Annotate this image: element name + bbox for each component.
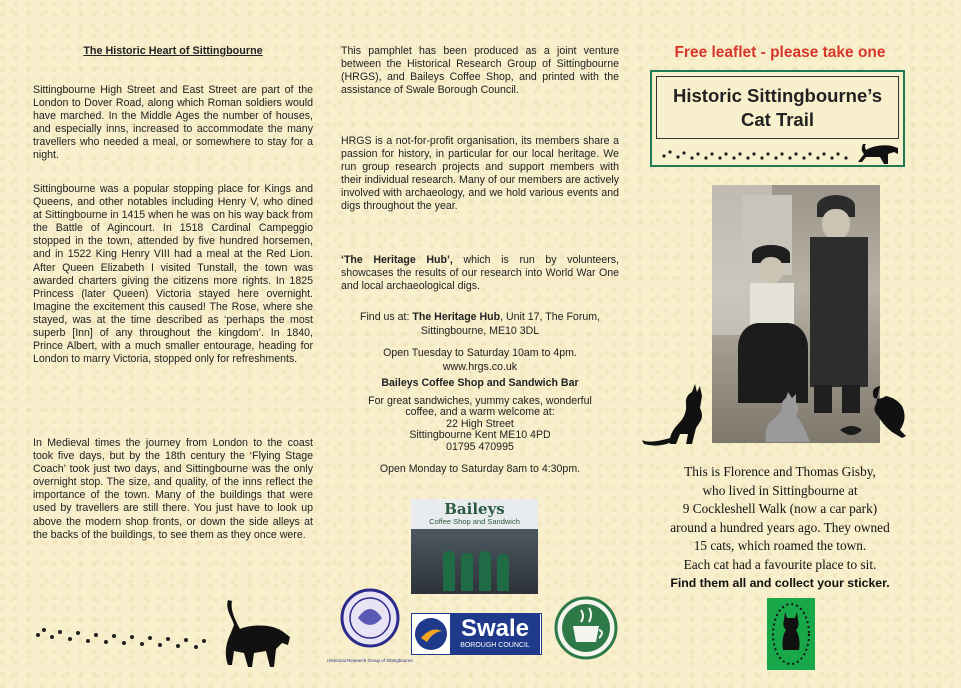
baileys-street: 22 High Street: [446, 417, 514, 430]
caption-call-to-action: Find them all and collect your sticker.: [670, 576, 890, 590]
hrgs-seal-logo: [327, 588, 413, 673]
baileys-phone: 01795 470995: [446, 440, 514, 453]
cats-illustration: [640, 382, 910, 452]
heritage-hub-text: which is run by volunteers, showcases the results of our research into World War One and local archaeological digs.: [341, 254, 619, 293]
hrgs-logo-caption: Historical Research Group of Sittingbourne: [327, 658, 413, 663]
title-line-1: Historic Sittingbourne’s: [673, 85, 882, 106]
caption-line-4: around a hundred years ago. They owned: [670, 519, 890, 535]
shop-sign-text: Baileys: [444, 500, 505, 518]
find-us-label: Find us at:: [359, 311, 413, 323]
baileys-line-2: coffee, and a warm welcome at:: [405, 406, 555, 419]
caption-line-2: who lived in Sittingbourne at: [702, 482, 858, 498]
title-line-2: Cat Trail: [741, 109, 814, 130]
find-us-address: , Unit 17, The Forum,: [500, 311, 601, 323]
hub-opening-hours: Open Tuesday to Saturday 10am to 4pm.: [383, 347, 577, 359]
cat-trail-title: [656, 76, 899, 139]
free-leaflet-banner: Free leaflet - please take one: [674, 44, 886, 61]
baileys-coffee-logo: [553, 590, 619, 662]
caption-line-6: Each cat had a favourite place to sit.: [683, 556, 877, 572]
find-us-line: [341, 311, 619, 324]
baileys-town: Sittingbourne Kent ME10 4PD: [409, 429, 551, 442]
shop-sign-subtext: Coffee Shop and Sandwich: [429, 517, 520, 526]
caption-line-5: 15 cats, which roamed the town.: [693, 538, 867, 553]
swale-council-logo: [411, 613, 542, 655]
baileys-details: [341, 396, 619, 453]
history-heading: The Historic Heart of Sittingbourne: [83, 45, 263, 57]
paw-trail-cat-illustration: [30, 595, 300, 675]
cat-sticker-icon: [767, 598, 815, 670]
baileys-heading: Baileys Coffee Shop and Sandwich Bar: [381, 377, 579, 389]
baileys-line-1: For great sandwiches, yummy cakes, wonderful: [368, 395, 592, 407]
history-paragraph-3: In Medieval times the journey from London to the coast took five days, but by the 18th century the ‘Flying Stage Coach’ took just two days, and Sittingbourne was the only overnight stop. The size, and quality, of the inns reflect the importance of the town. Many of the buildings that were used by travellers are still there. You just have to look up above the modern shop fronts, or down the side alleys at the backs of the buildings, to see them as they once were.: [33, 437, 313, 541]
swale-subtitle: BOROUGH COUNCIL: [460, 642, 530, 649]
hrgs-paragraph: HRGS is a not-for-profit organisation, its members share a passion for history, in particular for our local heritage. We run group research projects and support members with their individual research. Many of our members are actively involved with archaeology, and we hold various events and digs throughout the year.: [341, 135, 619, 213]
baileys-shop-photo: [411, 499, 538, 594]
baileys-opening-hours: Open Monday to Saturday 8am to 4:30pm.: [379, 463, 581, 475]
caption-line-1: This is Florence and Thomas Gisby,: [684, 464, 876, 479]
heritage-hub-name: ‘The Heritage Hub’,: [341, 254, 453, 266]
pamphlet-paragraph: This pamphlet has been produced as a joint venture between the Historical Research Group of Sittingbourne (HRGS), and Baileys Coffee Shop, and printed with the assistance of Swale Borough Council.: [341, 45, 619, 97]
heritage-hub-paragraph: [341, 254, 619, 293]
swale-bird-icon: [415, 618, 447, 650]
cat-trail-title-box: [650, 70, 905, 167]
history-paragraph-2: Sittingbourne was a popular stopping place for Kings and Queens, and other notables including Henry V, who dined at Sittingbourne in 1415 when he was on his way back from the Battle of Agincourt. In 1518 Cardinal Campeggio stopped in the town, attended by five hundred horsemen, and in 1522 King Henry VIII had a meal at the Red Lion. After Queen Elizabeth I visited Tunstall, the town was awarded charters giving the citizens more rights. In 1825 Princess (later Queen) Victoria stayed here overnight. Imagine the excitement this caused! The Rose, where she stayed, was at the time described as ‘perhaps the most superb [Inn] of any throughout the kingdom’. In 1840, Prince Albert, with a much smaller entourage, heading for London to marry Victoria, stopped only for refreshments.: [33, 183, 313, 366]
swale-name: Swale: [460, 615, 530, 642]
gisby-caption: [650, 463, 910, 593]
find-us-place: The Heritage Hub: [412, 311, 501, 323]
hrgs-website: www.hrgs.co.uk: [442, 361, 518, 373]
title-paw-trail-cat: [658, 142, 903, 166]
history-paragraph-1: Sittingbourne High Street and East Street are part of the London to Dover Road, along which Roman soldiers would have marched. In the Middle Ages the number of houses, and especially inns, increased to accommodate the many travellers who needed a meal, or somewhere to stay for a night.: [33, 84, 313, 162]
find-us-town: Sittingbourne, ME10 3DL: [420, 325, 540, 337]
caption-line-3: 9 Cockleshell Walk (now a car park): [682, 501, 878, 516]
